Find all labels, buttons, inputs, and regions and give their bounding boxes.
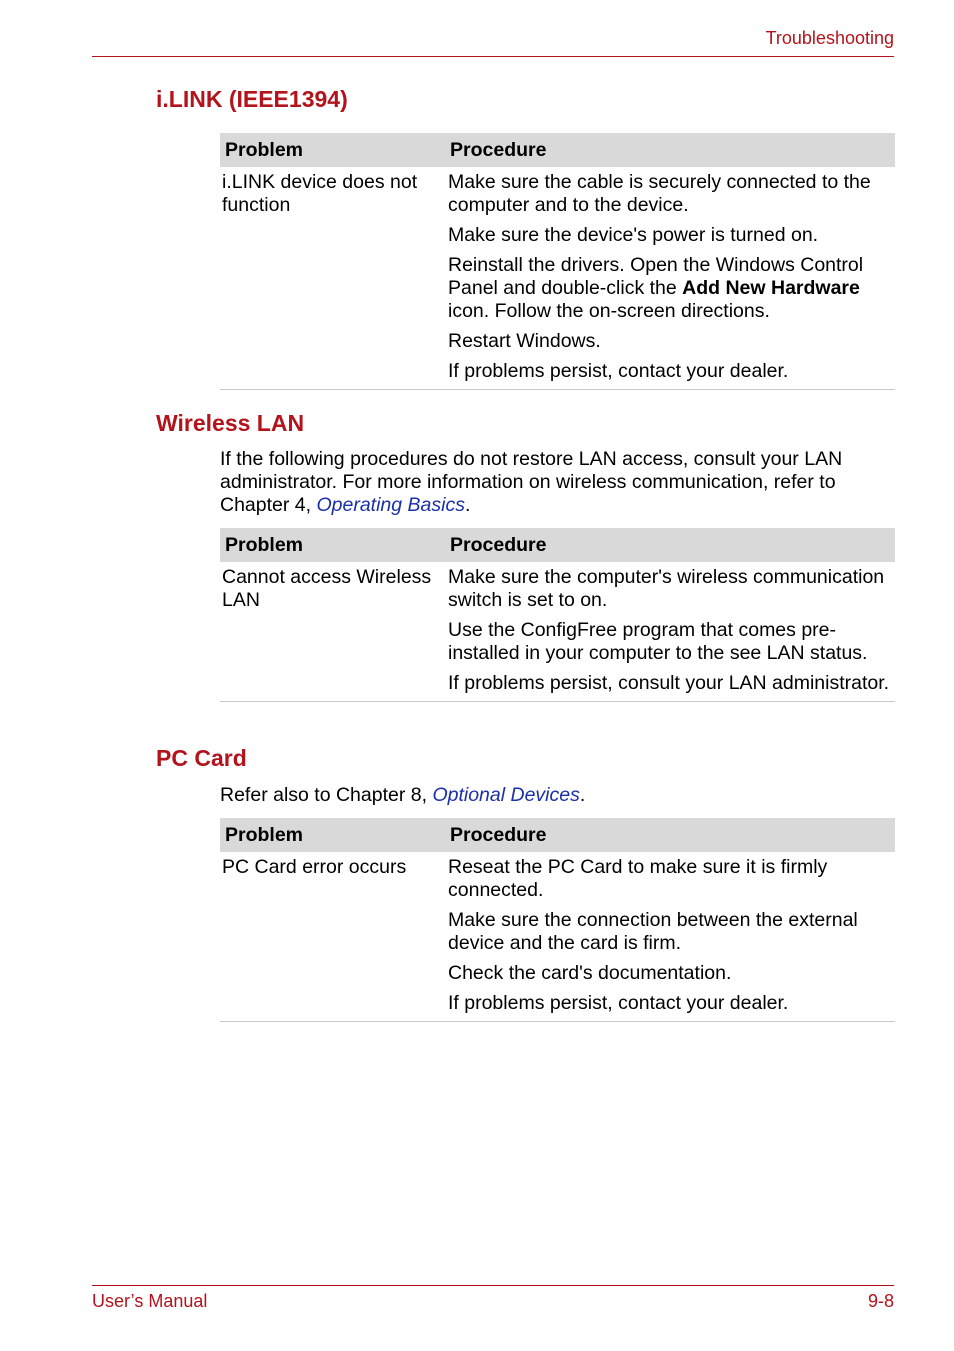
header-rule	[92, 56, 894, 57]
footer-rule	[92, 1285, 894, 1286]
ilink-table	[220, 133, 895, 390]
problem-header: Problem	[220, 528, 445, 562]
problem-cell: Cannot access Wireless LAN	[222, 566, 432, 611]
pccard-heading: PC Card	[156, 745, 247, 771]
procedure-step: Check the card's documentation.	[448, 962, 732, 984]
pccard-intro	[220, 784, 890, 807]
problem-header: Problem	[220, 133, 445, 167]
chapter-link[interactable]: Optional Devices	[432, 784, 580, 806]
ilink-heading: i.LINK (IEEE1394)	[156, 86, 348, 112]
wireless-table	[220, 528, 895, 702]
step-text: icon. Follow the on-screen directions.	[448, 300, 770, 322]
procedure-step: Make sure the device's power is turned on.	[448, 224, 819, 246]
table-header-row	[220, 528, 895, 562]
procedure-cell	[445, 852, 895, 1022]
intro-text: .	[464, 494, 471, 516]
table-header-row	[220, 818, 895, 852]
wireless-heading: Wireless LAN	[156, 410, 305, 436]
running-header: Troubleshooting	[765, 28, 894, 48]
table-row	[220, 852, 895, 1022]
problem-cell: PC Card error occurs	[222, 856, 407, 878]
procedure-step: Make sure the cable is securely connected to the computer and to the device.	[448, 171, 871, 216]
intro-text: If the following procedures do not restore LAN access, consult your LAN administrator. For more information on wireless communication, refer to Chapter 4,	[220, 448, 843, 516]
problem-header: Problem	[220, 818, 445, 852]
intro-text: Refer also to Chapter 8,	[220, 784, 433, 806]
footer-manual-title: User’s Manual	[92, 1291, 208, 1311]
procedure-step: Make sure the connection between the external device and the card is firm.	[448, 909, 858, 954]
chapter-link[interactable]: Operating Basics	[316, 494, 465, 516]
step-bold-text: Add New Hardware	[682, 277, 860, 299]
table-row	[220, 562, 895, 702]
procedure-step: Make sure the computer's wireless communication switch is set to on.	[448, 566, 885, 611]
table-row	[220, 167, 895, 390]
step-text: Reinstall the drivers. Open the Windows Control Panel and double-click the	[448, 254, 864, 299]
wireless-intro	[220, 448, 890, 517]
procedure-step: If problems persist, contact your dealer.	[448, 360, 789, 382]
procedure-header: Procedure	[445, 133, 895, 167]
pccard-table	[220, 818, 895, 1022]
intro-text: .	[579, 784, 586, 806]
procedure-header: Procedure	[445, 528, 895, 562]
procedure-step: If problems persist, contact your dealer.	[448, 992, 789, 1014]
table-header-row	[220, 133, 895, 167]
procedure-step: Use the ConfigFree program that comes pre-installed in your computer to the see LAN status.	[448, 619, 868, 664]
procedure-header: Procedure	[445, 818, 895, 852]
procedure-step: Restart Windows.	[448, 330, 601, 352]
procedure-step: If problems persist, consult your LAN administrator.	[448, 672, 890, 694]
procedure-step	[448, 254, 893, 323]
problem-cell: i.LINK device does not function	[222, 171, 418, 216]
procedure-cell	[445, 562, 895, 702]
procedure-cell	[445, 167, 895, 390]
procedure-step: Reseat the PC Card to make sure it is firmly connected.	[448, 856, 828, 901]
page-number: 9-8	[867, 1291, 894, 1311]
